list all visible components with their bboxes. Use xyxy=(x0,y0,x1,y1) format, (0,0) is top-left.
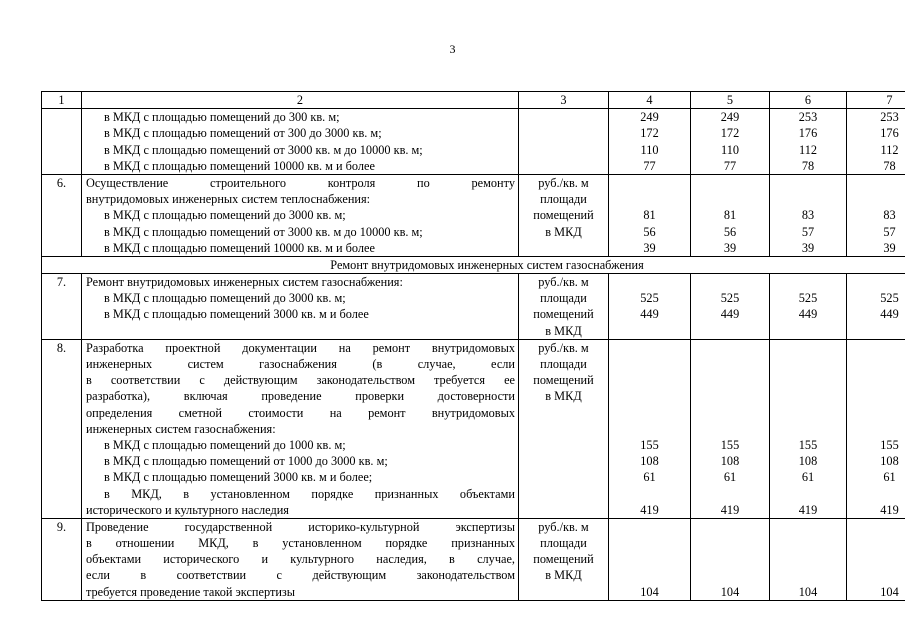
list-item: в МКД с площадью помещений 10000 кв. м и более xyxy=(104,240,375,255)
value-cell: 249 172 110 77 xyxy=(609,109,691,175)
value-cell: 104 xyxy=(609,518,691,600)
list-item: в МКД с площадью помещений до 1000 кв. м; xyxy=(104,437,346,452)
section-header-row xyxy=(42,256,905,273)
page-number: 3 xyxy=(449,42,456,56)
row-number: 9. xyxy=(42,518,82,600)
value-cell: 155 108 61 419 xyxy=(609,339,691,518)
section-title: Ремонт внутридомовых инженерных систем газоснабжения xyxy=(42,256,905,273)
row-number: 8. xyxy=(42,339,82,518)
header-cell: 7 xyxy=(847,92,905,109)
table-row xyxy=(42,339,905,518)
value-cell: 525 449 xyxy=(691,274,770,340)
list-item: в МКД с площадью помещений от 300 до 3000 кв. м; xyxy=(104,126,382,141)
tariff-table xyxy=(41,91,905,601)
value-cell: 104 xyxy=(770,518,847,600)
value-cell: 81 56 39 xyxy=(691,174,770,256)
value-cell: 155 108 61 419 xyxy=(770,339,847,518)
list-item: в МКД с площадью помещений до 3000 кв. м; xyxy=(104,291,346,306)
value-cell: 525 449 xyxy=(847,274,905,340)
description-cell xyxy=(82,109,519,175)
value-cell: 104 xyxy=(847,518,905,600)
unit-cell: руб./кв. м площади помещений в МКД xyxy=(519,339,609,518)
row-number: 7. xyxy=(42,274,82,340)
description-cell: Осуществление строительного контроля по ремонту внутридомовых инженерных систем теплоснабжения: в МКД с площадью помещений до 3000 кв. м; в МКД с площадью помещений от 3000 кв. м до 10000 кв. м; в МКД с площадью помещений 10000 кв. м и более xyxy=(82,174,519,256)
list-item: в МКД с площадью помещений 10000 кв. м и более xyxy=(104,158,375,173)
list-item: исторического и культурного наследия xyxy=(86,502,289,517)
header-row xyxy=(42,92,905,109)
value-cell: 155 108 61 419 xyxy=(847,339,905,518)
value-cell: 83 57 39 xyxy=(770,174,847,256)
unit-cell: руб./кв. м площади помещений в МКД xyxy=(519,174,609,256)
value-cell: 155 108 61 419 xyxy=(691,339,770,518)
table-row xyxy=(42,274,905,340)
value-cell: 525 449 xyxy=(770,274,847,340)
table-row xyxy=(42,109,905,175)
list-item: в МКД с площадью помещений 3000 кв. м и более xyxy=(104,307,369,322)
unit-cell xyxy=(519,109,609,175)
unit-cell: руб./кв. м площади помещений в МКД xyxy=(519,518,609,600)
value-cell: 525 449 xyxy=(609,274,691,340)
table-row xyxy=(42,174,905,256)
header-cell: 5 xyxy=(691,92,770,109)
header-cell: 3 xyxy=(519,92,609,109)
description-cell: Проведение государственной историко-культурной экспертизы в отношении МКД, в установленном порядке признанных объектами исторического и культурного наследия, в случае, если в соответствии с действующим законодательством требуется проведение такой экспертизы xyxy=(82,518,519,600)
row-number xyxy=(42,109,82,175)
header-cell: 2 xyxy=(82,92,519,109)
list-item: в МКД с площадью помещений до 300 кв. м; xyxy=(104,110,340,125)
unit-cell: руб./кв. м площади помещений в МКД xyxy=(519,274,609,340)
list-item: в МКД с площадью помещений от 1000 до 3000 кв. м; xyxy=(104,454,388,469)
list-item: в МКД с площадью помещений от 3000 кв. м до 10000 кв. м; xyxy=(104,224,423,239)
header-cell: 6 xyxy=(770,92,847,109)
value-cell: 249 172 110 77 xyxy=(691,109,770,175)
description-cell: Разработка проектной документации на ремонт внутридомовых инженерных систем газоснабжения (в случае, если в соответствии с действующим законодательством требуется ее разработка), включая проведение проверки достоверности определения сметной стоимости на ремонт внутридомовых инженерных систем газоснабжения: в МКД с площадью помещений до 1000 кв. м; в МКД с площадью помещений от 1000 до 3000 кв. м; в МКД с площадью помещений 3000 кв. м и более; в МКД, в установленном порядке признанных объектами исторического и культурного наследия xyxy=(82,339,519,518)
value-cell: 104 xyxy=(691,518,770,600)
value-cell: 253 176 112 78 xyxy=(847,109,905,175)
value-cell: 81 56 39 xyxy=(609,174,691,256)
list-item: в МКД с площадью помещений 3000 кв. м и более; xyxy=(104,470,373,485)
value-cell: 253 176 112 78 xyxy=(770,109,847,175)
list-item: в МКД с площадью помещений от 3000 кв. м до 10000 кв. м; xyxy=(104,142,423,157)
list-item: в МКД с площадью помещений до 3000 кв. м; xyxy=(104,208,346,223)
header-cell: 1 xyxy=(42,92,82,109)
row-number: 6. xyxy=(42,174,82,256)
description-cell: Ремонт внутридомовых инженерных систем газоснабжения: в МКД с площадью помещений до 3000 кв. м; в МКД с площадью помещений 3000 кв. м и более xyxy=(82,274,519,340)
list-item: в МКД, в установленном порядке признанных объектами xyxy=(104,486,515,501)
value-cell: 83 57 39 xyxy=(847,174,905,256)
header-cell: 4 xyxy=(609,92,691,109)
table-row xyxy=(42,518,905,600)
